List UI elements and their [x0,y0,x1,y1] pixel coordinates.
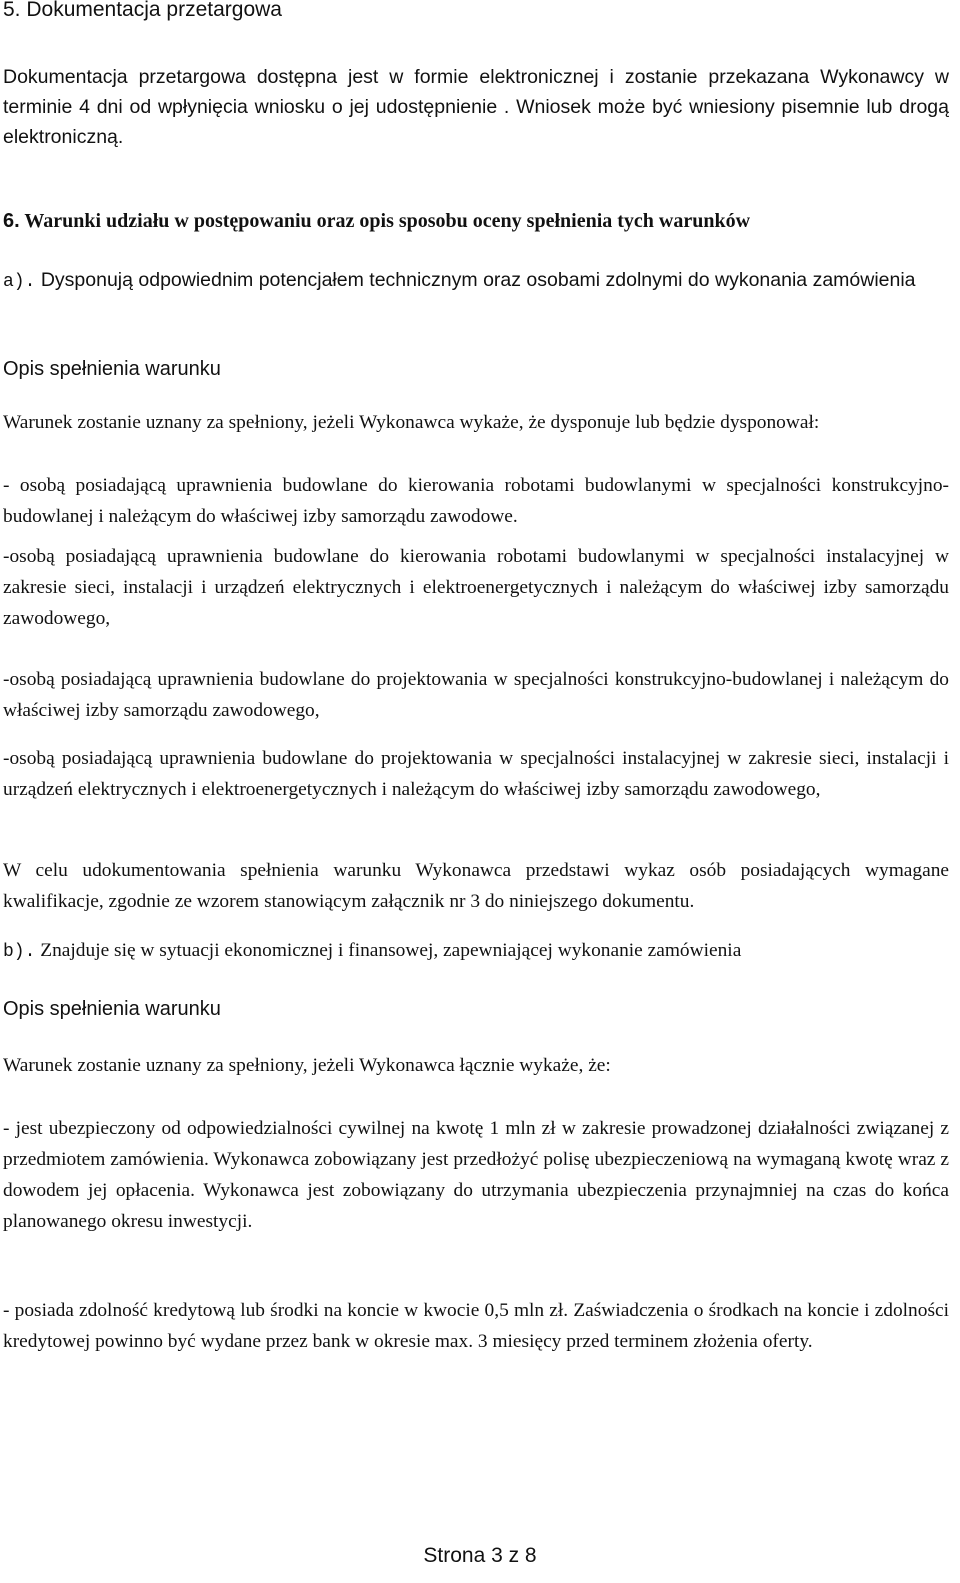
page-footer: Strona 3 z 8 [423,1544,537,1567]
condition-b-item-2: - posiada zdolność kredytową lub środki na koncie w kwocie 0,5 mln zł. Zaświadczenia o środkach na koncie i zdolności kredytowej powinno być wydane przez bank w okresie max. 3 miesięcy przed terminem złożenia oferty. [3,1300,949,1352]
condition-b-text: Znajduje się w sytuacji ekonomicznej i finansowej, zapewniającej wykonanie zamówienia [40,940,742,961]
condition-a-item-4: -osobą posiadającą uprawnienia budowlane do projektowania w specjalności instalacyjnej w zakresie sieci, instalacji i urządzeń elektrycznych i elektroenergetycznych i należącym do właściwej izby samorządu zawodowego, [3,748,949,800]
condition-a-documentation: W celu udokumentowania spełnienia warunku Wykonawca przedstawi wykaz osób posiadających wymagane kwalifikacje, zgodnie ze wzorem stanowiącym załącznik nr 3 do niniejszego dokumentu. [3,860,949,912]
condition-b-label: b). [3,942,36,962]
condition-b-opis-heading: Opis spełnienia warunku [3,998,221,1020]
section-6-title: Warunki udziału w postępowaniu oraz opis sposobu oceny spełnienia tych warunków [24,210,751,232]
condition-a-text: Dysponują odpowiednim potencjałem technicznym oraz osobami zdolnymi do wykonania zamówienia [40,269,916,291]
condition-a-item-3: -osobą posiadającą uprawnienia budowlane do projektowania w specjalności konstrukcyjno-budowlanej i należącym do właściwej izby samorządu zawodowego, [3,669,949,721]
section-6-heading [3,208,949,234]
condition-a-item-2: -osobą posiadającą uprawnienia budowlane do kierowania robotami budowlanymi w specjalności instalacyjnej w zakresie sieci, instalacji i urządzeń elektrycznych i elektroenergetycznych i należącym do właściwej izby samorządu zawodowego, [3,546,949,629]
section-5-heading: 5. Dokumentacja przetargowa [3,0,282,21]
condition-b-item-1: - jest ubezpieczony od odpowiedzialności cywilnej na kwotę 1 mln zł w zakresie prowadzonej działalności związanej z przedmiotem zamówienia. Wykonawca zobowiązany jest przedłożyć polisę ubezpieczeniową na wymaganą kwotę wraz z dowodem jej opłacenia. Wykonawca jest zobowiązany do utrzymania ubezpieczenia przynajmniej na czas do końca planowanego okresu inwestycji. [3,1118,949,1232]
section-6-number: 6. [3,210,20,232]
condition-a-paragraph [3,265,949,297]
condition-a-opis-heading: Opis spełnienia warunku [3,358,221,380]
condition-a-intro: Warunek zostanie uznany za spełniony, jeżeli Wykonawca wykaże, że dysponuje lub będzie dysponował: [3,412,820,433]
condition-a-item-1: - osobą posiadającą uprawnienia budowlane do kierowania robotami budowlanymi w specjalności konstrukcyjno-budowlanej i należącym do właściwej izby samorządu zawodowe. [3,475,949,527]
section-5-paragraph: Dokumentacja przetargowa dostępna jest w formie elektronicznej i zostanie przekazana Wykonawcy w terminie 4 dni od wpłynięcia wniosku o jej udostępnienie . Wniosek może być wniesiony pisemnie lub drogą elektroniczną. [3,66,949,148]
condition-a-label: a). [3,272,36,292]
condition-b-intro: Warunek zostanie uznany za spełniony, jeżeli Wykonawca łącznie wykaże, że: [3,1055,611,1076]
condition-b-paragraph [3,935,949,968]
